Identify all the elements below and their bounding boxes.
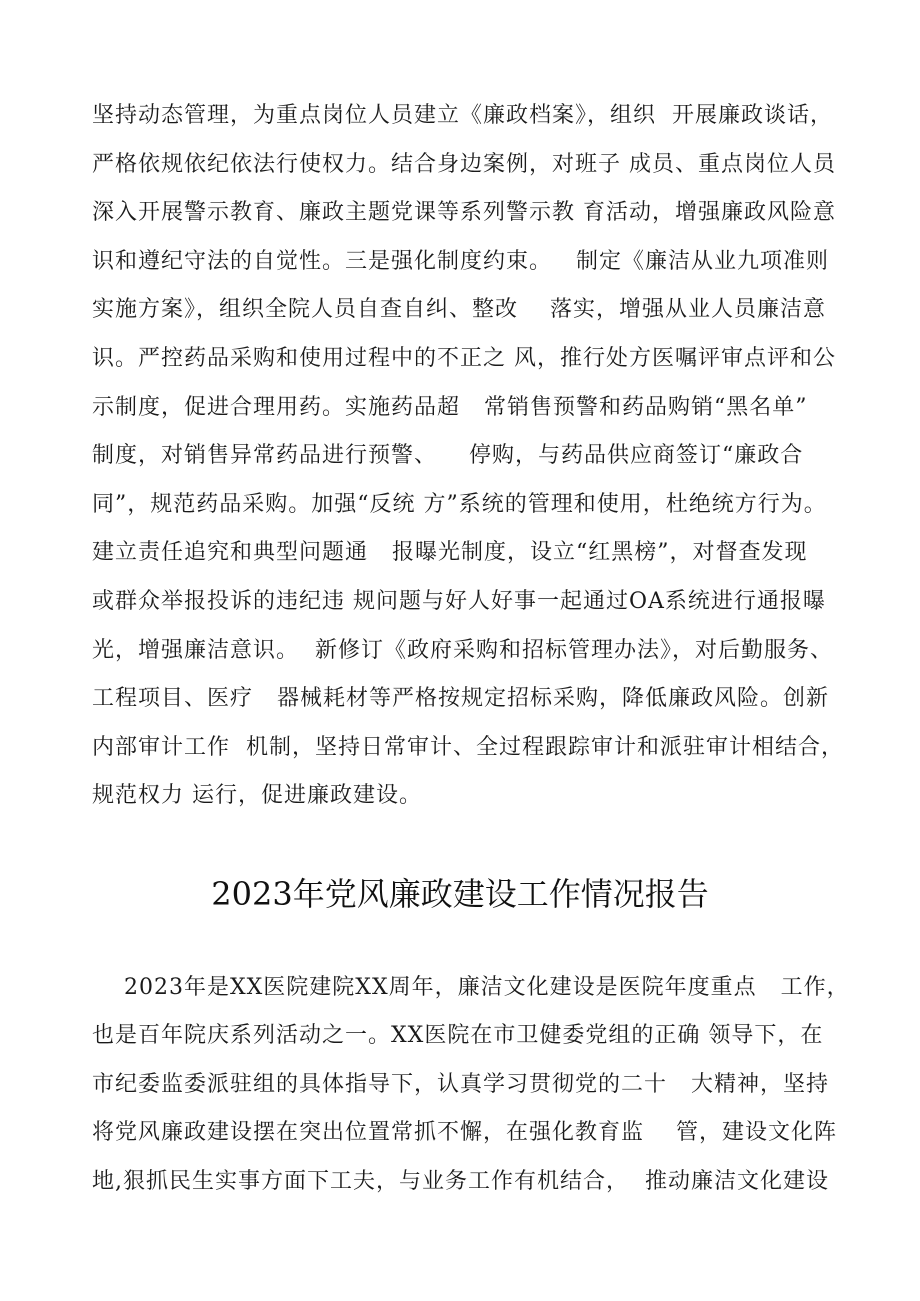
text-line: 制度，对销售异常药品进行预警、 停购，与药品供应商签订“廉政合 xyxy=(92,443,804,469)
text-line: 也是百年院庆系列活动之一。XX医院在市卫健委党组的正确 领导下，在 xyxy=(92,1023,824,1049)
text-line: 市纪委监委派驻组的具体指导下，认真学习贯彻党的二十 大精神，坚持 xyxy=(92,1071,829,1097)
text-line: 将党风廉政建设摆在突出位置常抓不懈，在强化教育监 管，建设文化阵 xyxy=(92,1120,837,1146)
text-line: 地,狠抓民生实事方面下工夫，与业务工作有机结合， 推动廉洁文化建设 xyxy=(92,1168,829,1194)
body-paragraph-intro xyxy=(92,964,852,1206)
text-line: 光，增强廉洁意识。 新修订《政府采购和招标管理办法》，对后勤服务、 xyxy=(92,637,833,663)
text-line: 工程项目、医疗 器械耗材等严格按规定招标采购，降低廉政风险。创新 xyxy=(92,686,829,712)
text-line: 示制度，促进合理用药。实施药品超 常销售预警和药品购销“黑名单” xyxy=(92,394,808,420)
body-paragraph-continued xyxy=(92,92,852,821)
report-title: 2023年党风廉政建设工作情况报告 xyxy=(211,875,709,913)
text-line: 建立责任追究和典型问题通 报曝光制度，设立“红黑榜”，对督查发现 xyxy=(92,540,808,566)
text-line: 识。严控药品采购和使用过程中的不正之 风，推行处方医嘱评审点评和公 xyxy=(92,345,836,371)
text-line: 实施方案》，组织全院人员自查自纠、整改 落实，增强从业人员廉洁意 xyxy=(92,297,826,323)
text-line: 规范权力 运行，促进廉政建设。 xyxy=(92,783,422,809)
text-line: 识和遵纪守法的自觉性。三是强化制度约束。 制定《廉洁从业九项准则 xyxy=(92,248,829,274)
text-line: 或群众举报投诉的违纪违 规问题与好人好事一起通过OA系统进行通报曝 xyxy=(92,588,826,614)
text-line: 2023年是XX医院建院XX周年，廉洁文化建设是医院年度重点 工作， xyxy=(92,975,850,1000)
text-line: 内部审计工作 机制，坚持日常审计、全过程跟踪审计和派驻审计相结合， xyxy=(92,734,844,760)
text-line: 严格依规依纪依法行使权力。结合身边案例，对班子 成员、重点岗位人员 xyxy=(92,151,836,177)
text-line: 深入开展警示教育、廉政主题党课等系列警示教 育活动，增强廉政风险意 xyxy=(92,200,836,226)
text-line: 坚持动态管理，为重点岗位人员建立《廉政档案》，组织 开展廉政谈话， xyxy=(92,103,833,128)
text-line: 同”，规范药品采购。加强“反统 方”系统的管理和使用，杜绝统方行为。 xyxy=(92,491,827,517)
